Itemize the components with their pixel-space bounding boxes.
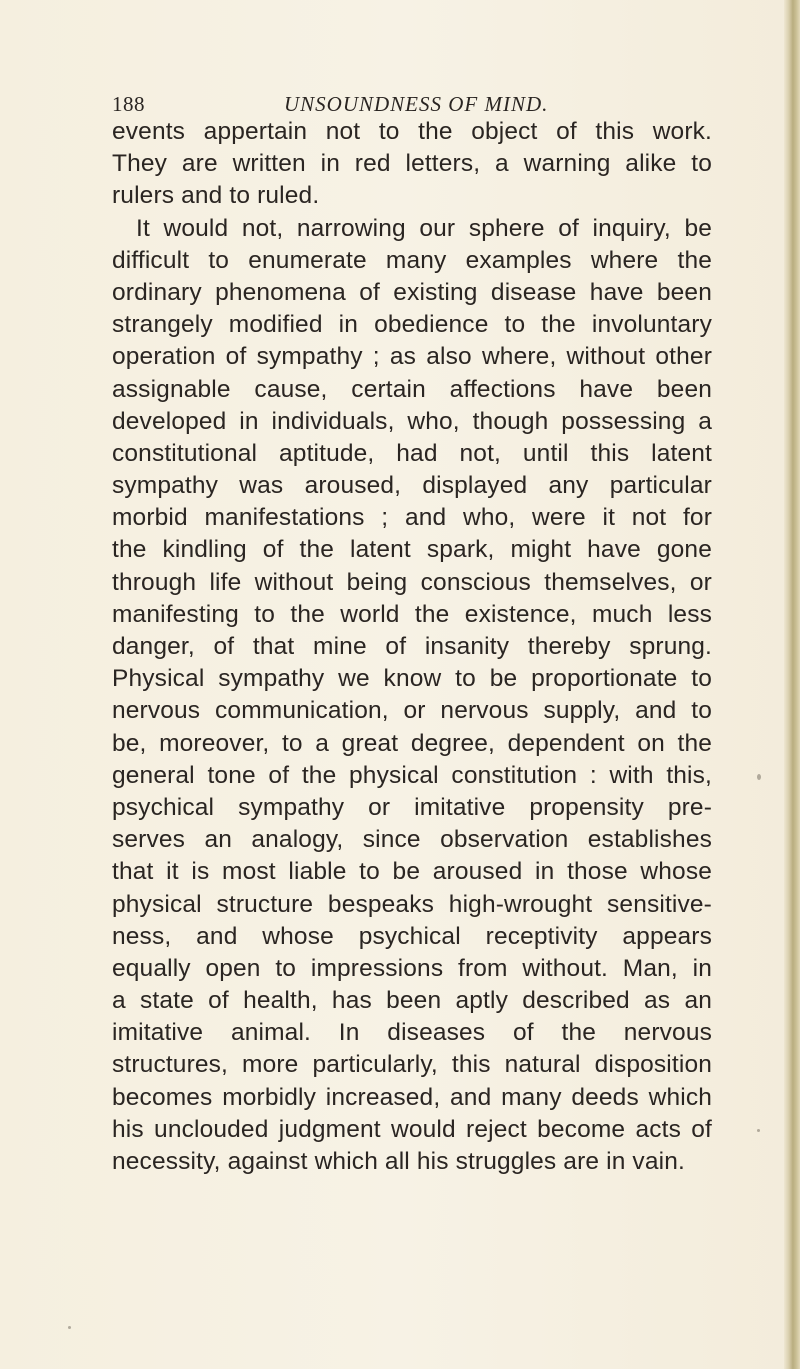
text-line: manifesting to the world the existence, much less	[112, 600, 712, 628]
text-line: events appertain not to the object of this work.	[112, 118, 712, 145]
text-line: rulers and to ruled.	[112, 182, 320, 210]
text-line: Physical sympathy we know to be proportionate to	[112, 665, 712, 693]
text-line: be, moreover, to a great degree, dependent on the	[112, 729, 712, 757]
text-line: morbid manifestations ; and who, were it not for	[112, 504, 712, 532]
text-line: danger, of that mine of insanity thereby sprung.	[112, 633, 712, 660]
text-line: imitative animal. In diseases of the nervous	[112, 1019, 712, 1047]
running-title: UNSOUNDNESS OF MIND.	[284, 92, 549, 116]
text-line: serves an analogy, since observation establishes	[112, 826, 712, 854]
text-line: strangely modified in obedience to the involuntary	[112, 311, 712, 339]
text-line: They are written in red letters, a warning alike to	[112, 150, 712, 178]
text-line: equally open to impressions from without. Man, in	[112, 954, 712, 982]
text-line: a state of health, has been aptly described as an	[112, 987, 712, 1015]
text-line: ordinary phenomena of existing disease have been	[112, 278, 712, 306]
text-line: necessity, against which all his struggles are in vain.	[112, 1148, 685, 1175]
paper-speck	[757, 1129, 760, 1132]
text-line: psychical sympathy or imitative propensity pre-	[112, 793, 712, 821]
text-line: becomes morbidly increased, and many deeds which	[112, 1083, 712, 1111]
text-line: general tone of the physical constitution : with this,	[112, 761, 712, 789]
text-line: constitutional aptitude, had not, until this latent	[112, 439, 712, 467]
text-line: his unclouded judgment would reject become acts of	[112, 1115, 712, 1143]
text-line: the kindling of the latent spark, might have gone	[112, 536, 712, 564]
paper-speck	[68, 1326, 71, 1329]
text-line: that it is most liable to be aroused in those whose	[112, 858, 712, 886]
text-line: It would not, narrowing our sphere of inquiry, be	[136, 214, 712, 242]
text-line: developed in individuals, who, though possessing a	[112, 407, 712, 435]
text-line: operation of sympathy ; as also where, without other	[112, 343, 712, 371]
text-line: difficult to enumerate many examples where the	[112, 246, 712, 274]
paper-speck	[757, 774, 761, 780]
text-line: ness, and whose psychical receptivity appears	[112, 922, 712, 950]
text-line: assignable cause, certain affections have been	[112, 375, 712, 403]
text-line: structures, more particularly, this natural disposition	[112, 1051, 712, 1079]
body-text	[112, 116, 712, 1178]
page-edge	[784, 0, 800, 1369]
text-line: through life without being conscious themselves, or	[112, 568, 712, 596]
text-line: nervous communication, or nervous supply, and to	[112, 697, 712, 725]
text-line: physical structure bespeaks high-wrought sensitive-	[112, 890, 712, 918]
text-line: sympathy was aroused, displayed any particular	[112, 472, 712, 500]
page-number: 188	[112, 92, 145, 116]
